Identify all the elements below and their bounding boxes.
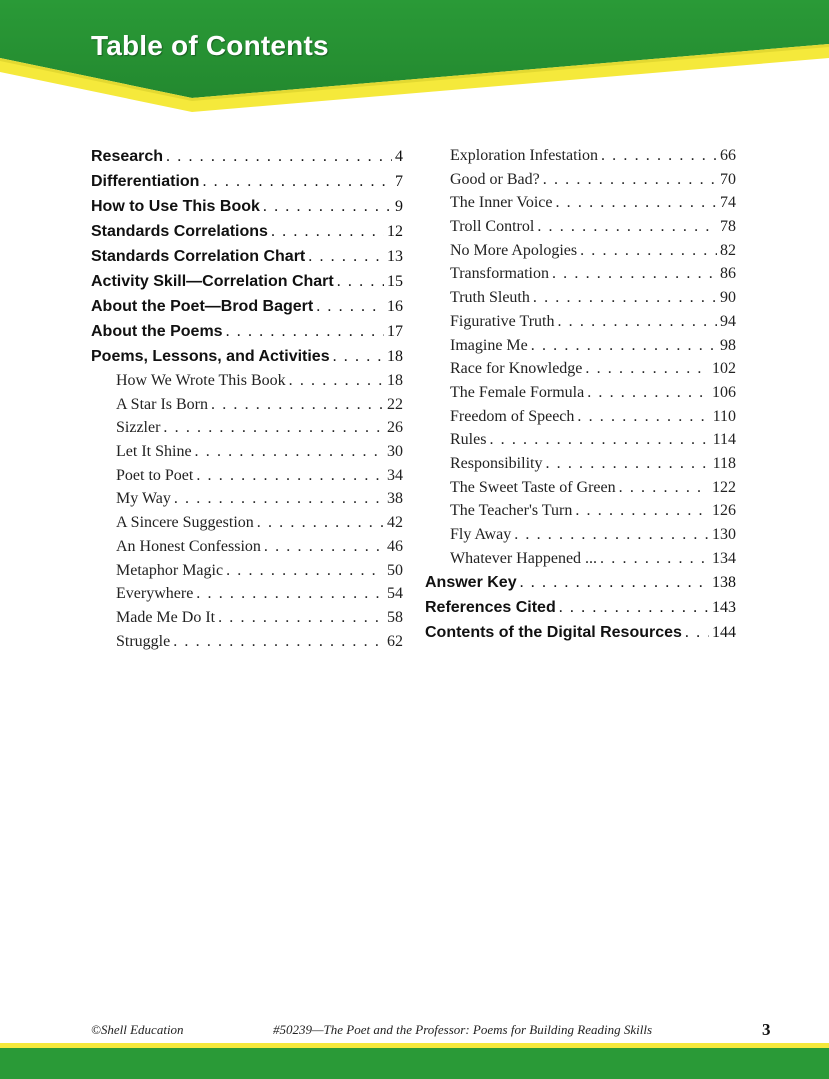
toc-dot-leader (545, 452, 709, 476)
toc-subsection-entry (425, 215, 736, 239)
toc-entry-title: Responsibility (450, 454, 543, 472)
toc-entry-title: A Sincere Suggestion (116, 514, 254, 532)
toc-entry-page: 46 (387, 537, 403, 555)
toc-dot-leader (557, 310, 717, 334)
toc-entry-title: Rules (450, 431, 487, 449)
toc-entry-page: 17 (387, 323, 403, 340)
toc-dot-leader (226, 559, 384, 583)
toc-dot-leader (333, 344, 384, 369)
toc-section-entry (91, 194, 403, 219)
toc-entry-title: Freedom of Speech (450, 407, 575, 425)
toc-section-entry (425, 570, 736, 595)
toc-entry-page: 144 (712, 624, 736, 642)
toc-section-entry (91, 244, 403, 269)
toc-dot-leader (218, 606, 384, 630)
toc-entry-title: Imagine Me (450, 336, 528, 354)
toc-entry-page: 70 (720, 170, 736, 188)
toc-section-entry (91, 169, 403, 194)
toc-entry-title: Figurative Truth (450, 312, 555, 330)
toc-dot-leader (202, 169, 392, 194)
toc-dot-leader (174, 487, 384, 511)
toc-entry-title: Answer Key (425, 574, 517, 592)
toc-dot-leader (587, 381, 709, 405)
toc-subsection-entry (91, 535, 403, 559)
toc-entry-page: 42 (387, 514, 403, 532)
toc-dot-leader (489, 428, 709, 452)
toc-dot-leader (601, 144, 717, 168)
toc-subsection-entry (91, 559, 403, 583)
toc-subsection-entry (425, 405, 736, 429)
toc-section-entry (91, 294, 403, 319)
toc-subsection-entry (91, 606, 403, 630)
toc-subsection-entry (425, 452, 736, 476)
toc-dot-leader (226, 319, 384, 344)
toc-entry-title: A Star Is Born (116, 395, 208, 413)
toc-dot-leader (257, 511, 384, 535)
toc-dot-leader (543, 168, 717, 192)
toc-entry-page: 30 (387, 443, 403, 461)
toc-dot-leader (196, 582, 384, 606)
toc-dot-leader (559, 595, 709, 620)
toc-dot-leader (166, 144, 392, 169)
toc-entry-title: Standards Correlation Chart (91, 248, 306, 265)
toc-entry-page: 114 (712, 431, 736, 449)
toc-section-entry (425, 620, 736, 645)
toc-entry-title: Whatever Happened ... (450, 549, 598, 567)
toc-section-entry (91, 219, 403, 244)
toc-dot-leader (577, 405, 709, 429)
toc-entry-title: No More Apologies (450, 241, 578, 259)
toc-right-column (425, 144, 736, 645)
toc-subsection-entry (425, 499, 736, 523)
toc-subsection-entry (91, 440, 403, 464)
toc-entry-title: How We Wrote This Book (116, 372, 286, 389)
toc-entry-title: The Teacher's Turn (450, 502, 573, 520)
toc-subsection-entry (91, 582, 403, 606)
toc-entry-page: 12 (387, 223, 403, 240)
toc-entry-page: 26 (387, 419, 403, 437)
toc-entry-page: 74 (720, 194, 736, 212)
toc-section-entry (91, 344, 403, 369)
toc-entry-title: Differentiation (91, 173, 200, 190)
toc-subsection-entry (425, 428, 736, 452)
toc-dot-leader (619, 476, 709, 500)
footer-page-number: 3 (762, 1020, 771, 1039)
toc-entry-page: 15 (387, 273, 403, 290)
toc-entry-title: Standards Correlations (91, 223, 268, 240)
toc-subsection-entry (91, 416, 403, 440)
toc-subsection-entry (425, 144, 736, 168)
toc-dot-leader (173, 630, 384, 654)
toc-dot-leader (531, 334, 717, 358)
toc-entry-page: 126 (712, 502, 736, 520)
toc-entry-page: 143 (712, 599, 736, 617)
toc-section-entry (91, 319, 403, 344)
toc-dot-leader (271, 219, 384, 244)
toc-dot-leader (580, 239, 717, 263)
toc-subsection-entry (425, 357, 736, 381)
toc-entry-page: 22 (387, 395, 403, 413)
toc-subsection-entry (425, 381, 736, 405)
toc-dot-leader (316, 294, 384, 319)
toc-dot-leader (685, 620, 709, 645)
toc-entry-page: 118 (712, 454, 736, 472)
toc-dot-leader (575, 499, 709, 523)
footer-bar-graphic (0, 1043, 829, 1079)
toc-subsection-entry (91, 511, 403, 535)
toc-dot-leader (211, 393, 384, 417)
toc-entry-title: Fly Away (450, 526, 512, 543)
toc-dot-leader (195, 440, 384, 464)
toc-entry-title: Poems, Lessons, and Activities (91, 348, 330, 365)
toc-entry-page: 62 (387, 632, 403, 650)
toc-dot-leader (163, 416, 384, 440)
toc-subsection-entry (425, 168, 736, 192)
toc-entry-title: Metaphor Magic (116, 561, 224, 579)
toc-entry-page: 50 (387, 561, 403, 579)
toc-dot-leader (263, 194, 392, 219)
toc-dot-leader (585, 357, 709, 381)
toc-entry-page: 86 (720, 265, 736, 283)
toc-entry-title: Sizzler (116, 419, 161, 437)
page-title: Table of Contents (91, 30, 329, 61)
toc-subsection-entry (425, 476, 736, 500)
header-banner (0, 0, 829, 115)
footer-publisher: ©Shell Education (91, 1022, 184, 1037)
toc-entry-title: About the Poems (91, 323, 223, 340)
toc-entry-title: My Way (116, 490, 171, 508)
toc-subsection-entry (425, 239, 736, 263)
toc-section-entry (91, 269, 403, 294)
toc-subsection-entry (425, 191, 736, 215)
toc-dot-leader (196, 464, 384, 488)
toc-entry-page: 54 (387, 585, 403, 603)
toc-entry-page: 106 (712, 383, 736, 401)
toc-dot-leader (537, 215, 717, 239)
toc-entry-title: The Female Formula (450, 383, 585, 401)
toc-dot-leader (600, 547, 709, 571)
toc-entry-title: Transformation (450, 265, 549, 283)
toc-entry-page: 94 (720, 312, 736, 330)
toc-entry-title: Exploration Infestation (450, 147, 598, 164)
toc-entry-title: Troll Control (450, 218, 535, 236)
toc-entry-page: 38 (387, 490, 403, 508)
toc-entry-title: Good or Bad? (450, 170, 540, 188)
toc-entry-title: Poet to Poet (116, 466, 194, 484)
toc-section-entry (425, 595, 736, 620)
toc-subsection-entry (425, 310, 736, 334)
toc-entry-page: 16 (387, 298, 403, 315)
toc-entry-page: 82 (720, 241, 736, 259)
toc-subsection-entry (91, 464, 403, 488)
toc-entry-title: References Cited (425, 599, 556, 617)
toc-subsection-entry (91, 630, 403, 654)
toc-subsection-entry (425, 286, 736, 310)
toc-entry-page: 13 (387, 248, 403, 265)
toc-subsection-entry (425, 523, 736, 547)
toc-subsection-entry (425, 334, 736, 358)
toc-entry-page: 18 (387, 348, 403, 365)
toc-dot-leader (552, 262, 717, 286)
toc-dot-leader (520, 570, 709, 595)
toc-entry-title: Truth Sleuth (450, 289, 530, 307)
toc-entry-title: How to Use This Book (91, 198, 260, 215)
toc-entry-page: 58 (387, 608, 403, 626)
toc-entry-title: The Inner Voice (450, 194, 553, 212)
toc-subsection-entry (91, 487, 403, 511)
toc-entry-title: Race for Knowledge (450, 360, 583, 378)
toc-dot-leader (308, 244, 384, 269)
toc-entry-page: 7 (395, 173, 403, 190)
toc-entry-page: 134 (712, 549, 736, 567)
toc-entry-title: About the Poet—Brod Bagert (91, 298, 314, 315)
toc-entry-page: 98 (720, 336, 736, 354)
toc-entry-page: 138 (712, 574, 736, 592)
toc-entry-page: 90 (720, 289, 736, 307)
toc-entry-page: 4 (395, 148, 403, 165)
toc-dot-leader (514, 523, 709, 547)
toc-entry-title: Let It Shine (116, 443, 192, 461)
toc-subsection-entry (425, 262, 736, 286)
toc-left-column (91, 144, 403, 653)
toc-entry-page: 122 (712, 478, 736, 496)
footer-book-title: #50239—The Poet and the Professor: Poems for Building Reading Skills (273, 1022, 653, 1037)
toc-entry-page: 66 (720, 147, 736, 164)
toc-entry-title: Research (91, 148, 164, 165)
toc-entry-page: 102 (712, 360, 736, 378)
toc-dot-leader (264, 535, 384, 559)
toc-dot-leader (337, 269, 384, 294)
toc-entry-page: 9 (395, 198, 403, 215)
toc-dot-leader (289, 369, 384, 393)
toc-dot-leader (555, 191, 717, 215)
toc-subsection-entry (91, 369, 403, 393)
toc-entry-title: Made Me Do It (116, 608, 216, 626)
toc-subsection-entry (425, 547, 736, 571)
toc-section-entry (91, 144, 403, 169)
toc-entry-title: An Honest Confession (116, 537, 261, 555)
toc-entry-page: 110 (712, 407, 736, 425)
footer-bar (0, 1043, 829, 1079)
toc-subsection-entry (91, 393, 403, 417)
toc-entry-page: 18 (387, 372, 403, 389)
toc-entry-page: 130 (712, 526, 736, 543)
toc-entry-title: Everywhere (116, 585, 194, 603)
toc-entry-title: Struggle (116, 632, 171, 650)
toc-entry-title: Contents of the Digital Resources (425, 624, 682, 642)
toc-entry-title: The Sweet Taste of Green (450, 478, 616, 496)
toc-entry-page: 78 (720, 218, 736, 236)
toc-entry-page: 34 (387, 466, 403, 484)
toc-dot-leader (533, 286, 717, 310)
toc-entry-title: Activity Skill—Correlation Chart (91, 273, 334, 290)
